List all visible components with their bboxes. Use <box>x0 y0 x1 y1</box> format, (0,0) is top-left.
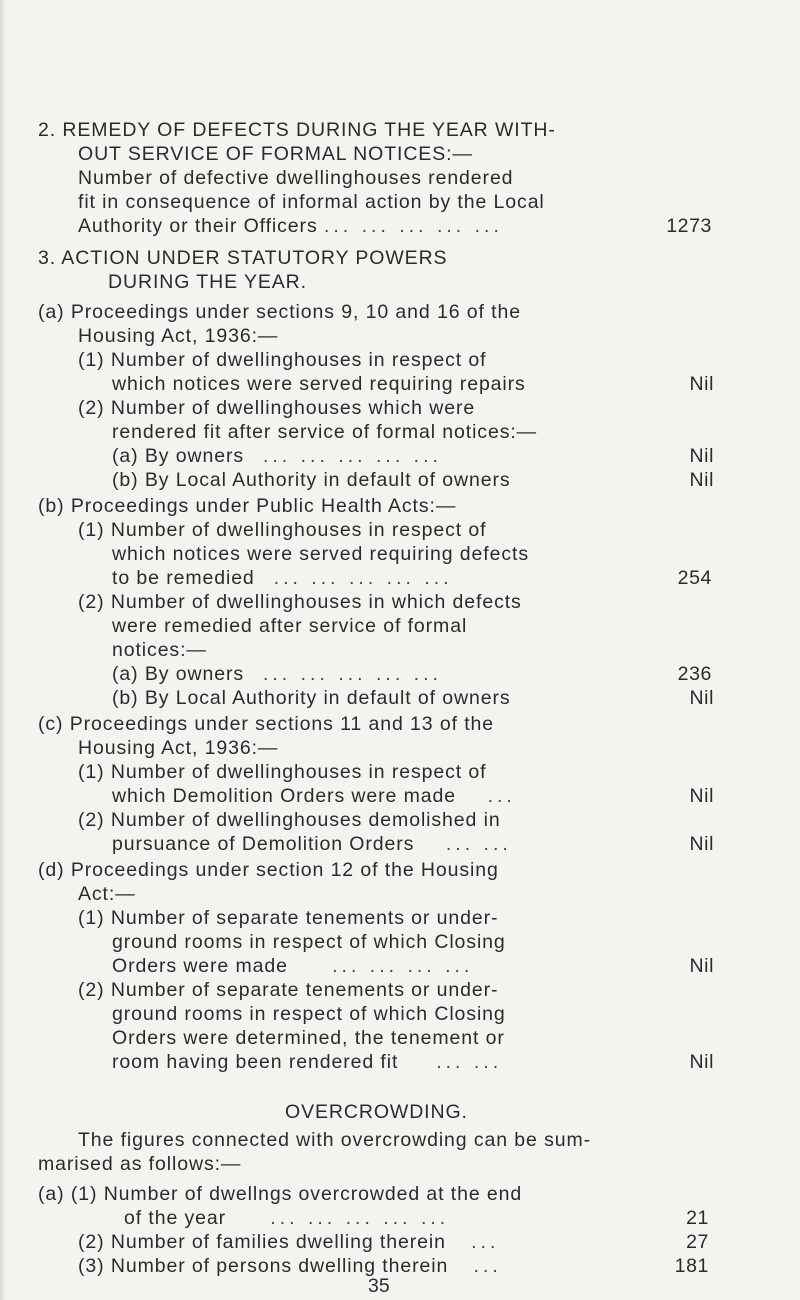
item-text: (1) Number of dwellinghouses in respect of <box>78 519 487 541</box>
overcrowding-heading: OVERCROWDING. <box>285 1101 468 1123</box>
item-text: notices:— <box>112 639 207 661</box>
item-text: (2) Number of dwellinghouses which were <box>78 397 476 419</box>
item-text: of the year ... ... ... ... ... <box>124 1207 450 1229</box>
item-text: (2) Number of dwellinghouses demolished in <box>78 809 501 831</box>
value-by-authority: Nil <box>689 469 714 491</box>
section-3-heading: 3. ACTION UNDER STATUTORY POWERS <box>38 247 448 269</box>
leader-dots: ... ... ... ... ... <box>262 663 442 685</box>
item-text: to be remedied ... ... ... ... ... <box>112 567 453 589</box>
item-text: (b) By Local Authority in default of owners <box>112 469 511 491</box>
item-text: (a) (1) Number of dwellngs overcrowded at the end <box>38 1183 523 1205</box>
section-3-heading-cont: DURING THE YEAR. <box>108 271 307 293</box>
item-text: Housing Act, 1936:— <box>78 737 279 759</box>
item-text: (b) By Local Authority in default of owners <box>112 687 511 709</box>
subsection-b-heading: (b) Proceedings under Public Health Acts:— <box>38 495 457 517</box>
value-dwellings-overcrowded: 21 <box>686 1207 709 1229</box>
value-by-authority: Nil <box>689 687 714 709</box>
section-2-text: fit in consequence of informal action by the Local <box>78 191 545 213</box>
item-text: Orders were made ... ... ... ... <box>112 955 474 977</box>
item-text: (1) Number of dwellinghouses in respect of <box>78 761 487 783</box>
item-text: ground rooms in respect of which Closing <box>112 931 506 953</box>
item-text: which notices were served requiring defects <box>112 543 529 565</box>
page-number: 35 <box>368 1275 390 1297</box>
item-text: (2) Number of families dwelling therein ... <box>78 1231 500 1253</box>
value-repair-notices: Nil <box>689 373 714 395</box>
value-persons: 181 <box>674 1255 709 1277</box>
section-2-text: Number of defective dwellinghouses rendered <box>78 167 514 189</box>
section-2-heading: 2. REMEDY OF DEFECTS DURING THE YEAR WITH- <box>38 119 556 141</box>
item-text: were remedied after service of formal <box>112 615 468 637</box>
item-text: rendered fit after service of formal notices:— <box>112 421 538 443</box>
value-demolished: Nil <box>689 833 714 855</box>
value-informal-action: 1273 <box>666 215 712 237</box>
leader-dots: ... <box>487 785 516 807</box>
leader-dots: ... ... <box>436 1051 503 1073</box>
subsection-a-heading: (a) Proceedings under sections 9, 10 and 16 of the <box>38 301 521 323</box>
overcrowding-intro: marised as follows:— <box>38 1153 242 1175</box>
leader-dots: ... <box>471 1231 500 1253</box>
item-text: (a) By owners ... ... ... ... ... <box>112 445 442 467</box>
subsection-d-heading: (d) Proceedings under section 12 of the Housing <box>38 859 499 881</box>
subsection-c-heading: (c) Proceedings under sections 11 and 13 of the <box>38 713 495 735</box>
value-families: 27 <box>686 1231 709 1253</box>
value-by-owners: 236 <box>677 663 712 685</box>
value-defect-notices: 254 <box>677 567 712 589</box>
item-text: room having been rendered fit ... ... <box>112 1051 503 1073</box>
overcrowding-intro: The figures connected with overcrowding can be sum- <box>78 1129 592 1151</box>
leader-dots: ... ... ... ... ... <box>273 567 453 589</box>
item-text: which Demolition Orders were made ... <box>112 785 516 807</box>
value-demolition-orders: Nil <box>689 785 714 807</box>
leader-dots: ... ... ... ... ... <box>270 1207 450 1229</box>
item-text: Act:— <box>78 883 136 905</box>
leader-dots: ... ... <box>445 833 512 855</box>
value-by-owners: Nil <box>689 445 714 467</box>
leader-dots: ... ... ... ... <box>332 955 474 977</box>
subsection-a-text: Housing Act, 1936:— <box>78 325 279 347</box>
section-2-heading-cont: OUT SERVICE OF FORMAL NOTICES:— <box>78 143 473 165</box>
item-text: (1) Number of dwellinghouses in respect of <box>78 349 487 371</box>
item-text: (1) Number of separate tenements or under- <box>78 907 499 929</box>
item-text: (2) Number of dwellinghouses in which defects <box>78 591 522 613</box>
item-text: which notices were served requiring repairs <box>112 373 526 395</box>
value-closing-orders-made: Nil <box>689 955 714 977</box>
item-text: pursuance of Demolition Orders ... ... <box>112 833 512 855</box>
item-text: (2) Number of separate tenements or under- <box>78 979 499 1001</box>
leader-dots: ... ... ... ... ... <box>262 445 442 467</box>
item-text: ground rooms in respect of which Closing <box>112 1003 506 1025</box>
leader-dots: ... <box>473 1255 502 1277</box>
item-text: Orders were determined, the tenement or <box>112 1027 505 1049</box>
value-closing-orders-determined: Nil <box>689 1051 714 1073</box>
item-text: (a) By owners ... ... ... ... ... <box>112 663 442 685</box>
item-text: (3) Number of persons dwelling therein ... <box>78 1255 502 1277</box>
leader-dots: ... ... ... ... ... <box>323 215 503 237</box>
page-edge-shadow <box>0 0 6 1300</box>
section-2-text: Authority or their Officers ... ... ... ... ... <box>78 215 503 237</box>
